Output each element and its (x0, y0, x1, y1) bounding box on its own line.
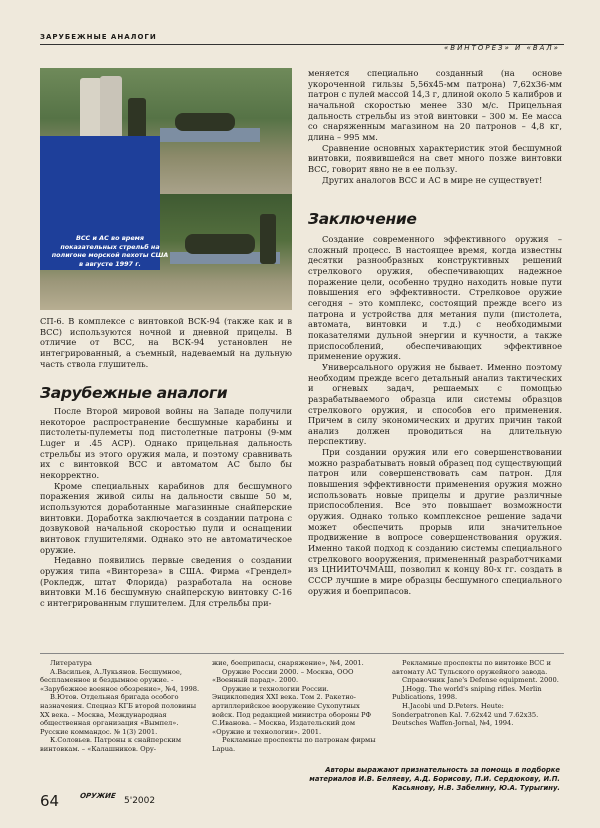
conclusion-paragraph: Универсального оружия не бывает. Именно поэтому необходим прежде всего детальный анализ тактических и огневых задач, решаемых с помощью разрабатываемого образца или системы образцов стрелкового оружия, и способов его применения. Причем в силу экономических и других причин такой анализ должен проводиться на длительную перспективу. (308, 361, 562, 447)
conclusion-paragraph: Создание современного эффективного оружия – сложный процесс. В настоящее время, когда известны десятки разнообразных конструктивных решений стрелкового оружия, обеспечивающих надежное поражение цели, особенно трудно находить новые пути повышения его эффективности. Стрелковое оружие сегодня – это комплекс, состоящий прежде всего из патрона и устройства для метания пули (пистолета, автомата, винтовки и т.д.) с необходимыми показателями дульной энергии и кучности, а также приспособлений, обеспечивающих эффективное применение оружия. (308, 234, 562, 362)
reference-item: К.Соловьев. Патроны к снайперским винтовкам. – «Калашников. Ору- (40, 736, 182, 753)
left-paragraph: Кроме специальных карабинов для бесшумного поражения живой силы на дальности свыше 50 м, используются доработанные магазинные снайперские винтовки. Доработка заключается в создании патрона с дозвуковой начальной скоростью пули и оснащении винтовок глушителями. Однако это не автоматическое оружие. (40, 480, 292, 555)
reference-item: Справочник Jane's Defense equipment. 2000. (402, 676, 559, 685)
reference-item: Рекламные проспекты по винтовке ВСС и автомату АС Тульского оружейного завода. (392, 659, 551, 676)
right-column-top (308, 68, 562, 185)
reference-item: В.Ютов. Отдельная бригада особого назначения. Спецназ КГБ второй половины XX века. – Москва, Международная общественная организация «Вымпел». Русские коммандос. № 1(3) 2001. (40, 693, 197, 736)
left-column (40, 316, 292, 369)
left-paragraph: После Второй мировой войны на Западе получили некоторое распространение бесшумные карабины и пистолеты-пулеметы под пистолетные патроны (9-мм Luger и .45 ACP). Однако прицельная дальность стрельбы из этого оружия мала, и поэтому сравнивать их с винтовкой ВСС и автоматом АС было бы некорректно. (40, 406, 292, 480)
references-column-1 (40, 659, 202, 754)
heading-foreign-analogs: Зарубежные аналоги (40, 384, 228, 402)
magazine-logo: ОРУЖИЕ (79, 792, 117, 800)
left-body (40, 406, 292, 608)
running-header-section: ЗАРУБЕЖНЫЕ АНАЛОГИ (40, 33, 157, 41)
left-continuation: СП-6. В комплексе с винтовкой ВСК-94 (также как и в ВСС) используются ночной и дневной прицелы. В отличие от ВСС, на ВСК-94 установлен не интегрированный, а съемный, надеваемый на дульную часть ствола глушитель. (40, 316, 292, 369)
reference-item: А.Васильев, А.Лукьянов. Бесшумное, беспламенное и бездымное оружие. - «Зарубежное военное обозрение», №4, 1998. (40, 667, 200, 693)
right-column-conclusion (308, 234, 562, 596)
reference-item: J.Hogg. The world's sniping rifles. Merlin Publications, 1998. (392, 684, 542, 702)
heading-conclusion: Заключение (308, 210, 417, 228)
reference-item: Оружие и технологии России. Энциклопедия XXI века. Том 2. Ракетно-артиллерийское вооружение Сухопутных войск. Под редакцией министра обороны РФ С.Иванова. – Москва, Издательский дом «Оружие и технологии». 2001. (212, 684, 372, 736)
right-paragraph: Сравнение основных характеристик этой бесшумной винтовки, появившейся на свет много позже винтовки ВСС, говорит явно не в ее пользу. (308, 142, 562, 174)
reference-item: жие, боеприпасы, снаряжение», №4, 2001. (212, 659, 364, 667)
reference-item: Оружие России 2000. – Москва, ООО «Военный парад». 2000. (212, 667, 354, 685)
conclusion-paragraph: При создании оружия или его совершенствовании можно разрабатывать новый образец под существующий патрон или совершенствовать сам патрон. Для повышения эффективности применения оружия можно использовать новые прицелы и другие различные приспособления. Все это повышает возможности оружия. Однако только комплексное решение задачи может обеспечить прорыв или значительное продвижение в вопросе совершенствования оружия. Именно такой подход к созданию системы специального стрелкового вооружения, примененный разработчиками из ЦНИИТОЧМАШ, позволил к концу 80-х гг. создать в СССР лучшие в мире образцы бесшумного специального оружия и боеприпасов. (308, 447, 562, 596)
right-paragraph: меняется специально созданный (на основе укороченной гильзы 5,56х45-мм патрона) 7,62х36-мм патрон с пулей массой 14,3 г, длиной около 5 калибров и начальной скоростью менее 330 м/с. Прицельная дальность стрельбы из этой винтовки – 300 м. Ее масса со снаряженным магазином на 20 патронов – 4,8 кг, длина – 995 мм. (308, 68, 562, 142)
reference-item: Рекламные проспекты по патронам фирмы Lapua. (212, 736, 376, 753)
running-header-series: «ВИНТОРЕЗ» И «ВАЛ» (443, 44, 560, 52)
photo-caption: ВСС и АС во время показательных стрельб на полигоне морской пехоты США в августе 1997 г. (51, 234, 169, 268)
reference-item: Литература (50, 659, 92, 667)
references-column-2 (212, 659, 380, 754)
reference-item: H.Jacobi und D.Peters. Heute: Sonderpatronen Kal. 7.62x42 und 7.62x35. Deutsches Waffen-Jornal, №4, 1994. (392, 701, 539, 728)
issue-number: 5'2002 (124, 796, 156, 806)
right-paragraph: Других аналогов ВСС и АС в мире не существует! (322, 174, 543, 185)
page-number: 64 (40, 792, 60, 810)
acknowledgement: Авторы выражают признательность за помощь в подборке материалов И.В. Беляеву, А.Д. Борисову, П.И. Сердюкову, И.П. Касьянову, Н.В. Забелину, Ю.А. Турыгину. (309, 766, 560, 792)
references-separator (40, 653, 564, 654)
references-column-3 (392, 659, 560, 728)
left-paragraph: Недавно появились первые сведения о создании оружия типа «Винтореза» в США. Фирма «Грендел» (Рокледж, штат Флорида) разработала на основе винтовки М.16 бесшумную снайперскую винтовку С-16 с интегрированным глушителем. Для стрельбы при- (40, 555, 292, 608)
